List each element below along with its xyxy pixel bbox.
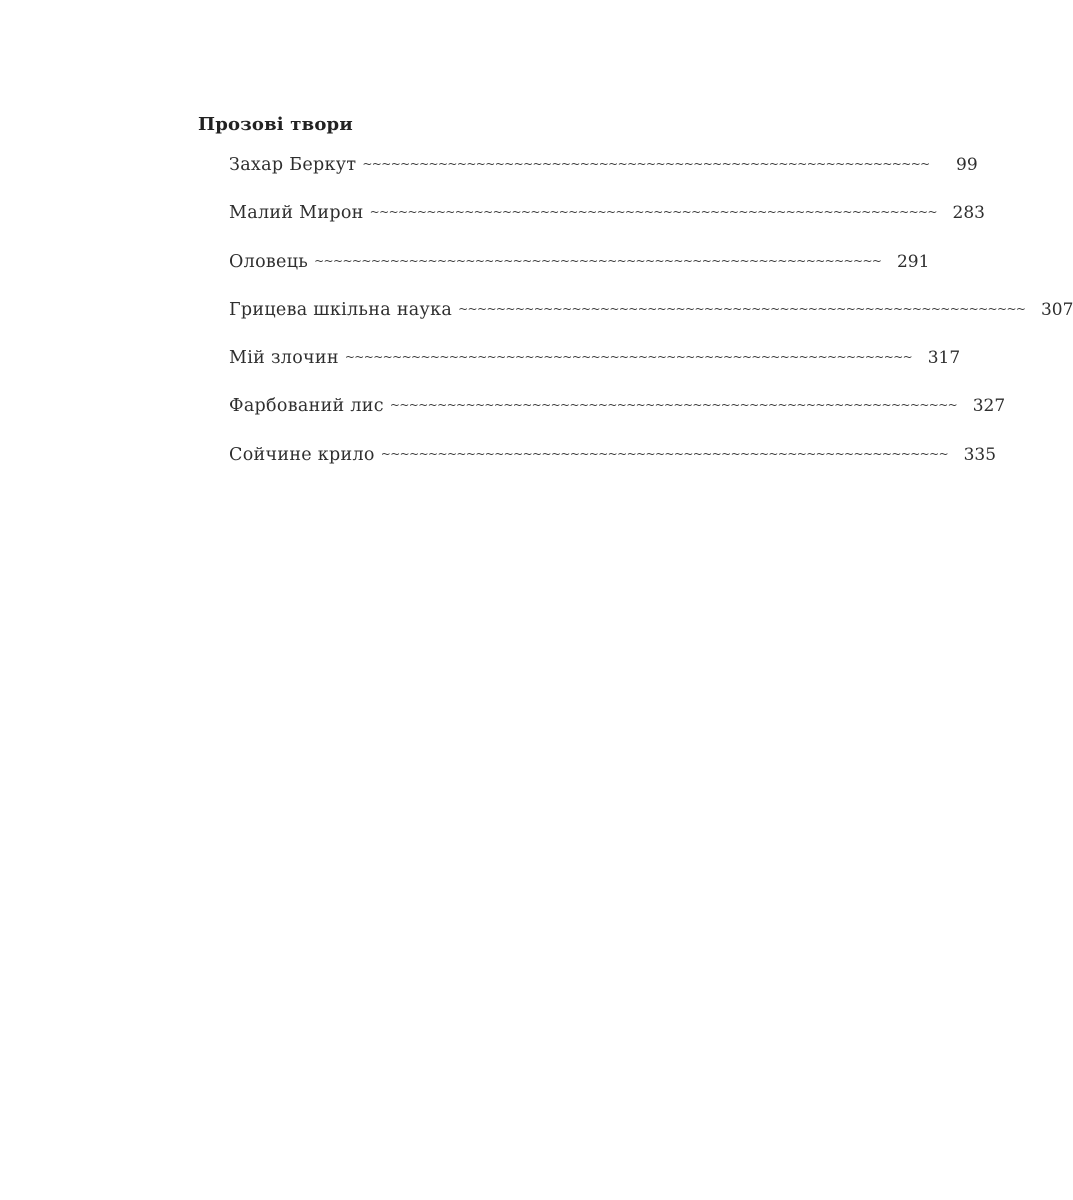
toc-entry-title: Малий Мирон [229,203,364,224]
toc-entry-title: Грицева шкільна наука [229,299,453,320]
toc-entry[interactable] [229,442,997,490]
toc-leader: ~~~~~~~~~~~~~~~~~~~~~~~~~~~~~~~~~~~~~~~~~~~~~~~~~~~~~~~~~~~~ [314,253,882,268]
toc-entry-title: Оловець [229,251,309,272]
toc-page-number: 291 [896,251,930,272]
toc-leader: ~~~~~~~~~~~~~~~~~~~~~~~~~~~~~~~~~~~~~~~~~~~~~~~~~~~~~~~~~~~~ [362,157,930,171]
toc-leader: ~~~~~~~~~~~~~~~~~~~~~~~~~~~~~~~~~~~~~~~~~~~~~~~~~~~~~~~~~~~~ [344,350,913,365]
toc-entry[interactable] [229,345,961,393]
toc-leader: ~~~~~~~~~~~~~~~~~~~~~~~~~~~~~~~~~~~~~~~~~~~~~~~~~~~~~~~~~~~~ [369,205,937,220]
toc-entry[interactable] [229,152,978,200]
toc-page-number: 99 [956,155,978,175]
toc-page-number: 327 [972,396,1006,417]
table-of-contents [198,112,1073,490]
toc-entry[interactable] [229,249,930,297]
toc-leader: ~~~~~~~~~~~~~~~~~~~~~~~~~~~~~~~~~~~~~~~~~~~~~~~~~~~~~~~~~~~~ [458,301,1026,316]
toc-entry-title: Сойчине крило [229,444,375,465]
toc-entry-title: Захар Беркут [229,155,357,175]
toc-page-number: 335 [963,444,997,465]
toc-entry[interactable] [229,297,1073,345]
section-title: Прозові твори [198,114,353,135]
toc-page-number: 317 [927,348,961,369]
toc-entry-title: Мій злочин [229,348,339,369]
toc-entry[interactable] [229,393,1006,441]
toc-entry-list [198,152,1073,490]
toc-page-number: 307 [1040,299,1073,320]
toc-entry[interactable] [229,200,985,248]
toc-page-number: 283 [952,203,985,224]
toc-entry-title: Фарбований лис [229,396,384,417]
toc-leader: ~~~~~~~~~~~~~~~~~~~~~~~~~~~~~~~~~~~~~~~~~~~~~~~~~~~~~~~~~~~~ [389,398,958,413]
toc-leader: ~~~~~~~~~~~~~~~~~~~~~~~~~~~~~~~~~~~~~~~~~~~~~~~~~~~~~~~~~~~~ [380,446,949,461]
